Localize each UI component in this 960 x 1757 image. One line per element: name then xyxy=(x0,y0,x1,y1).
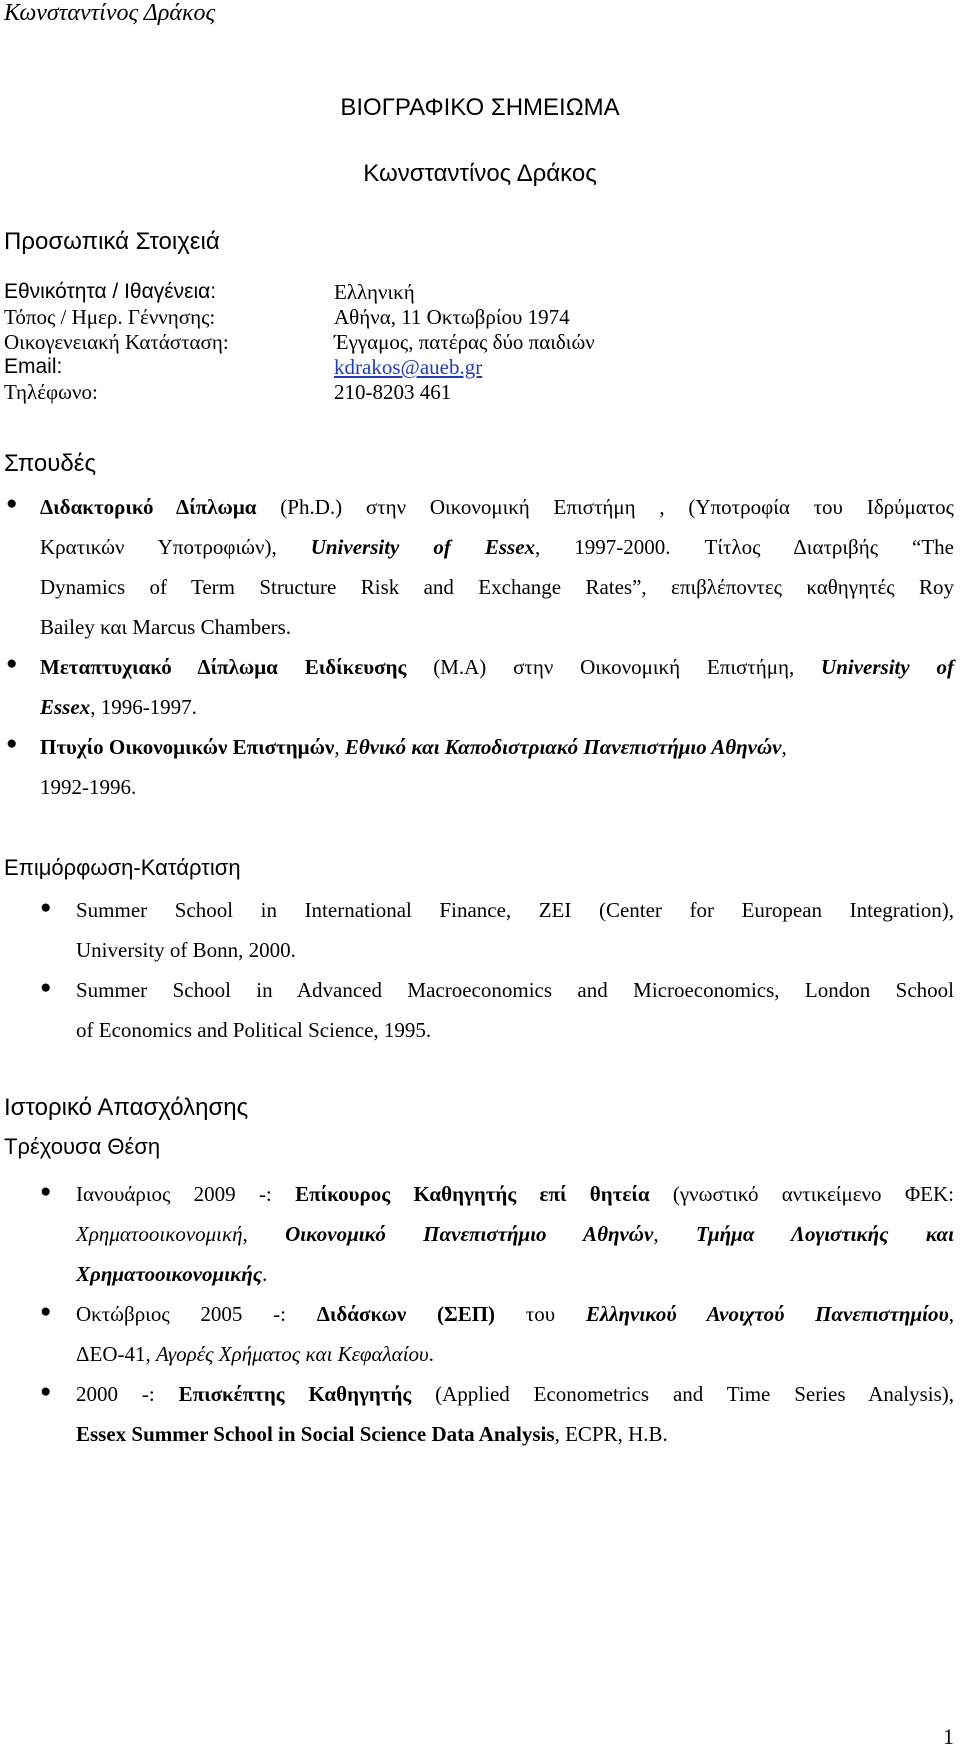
nationality-value: Ελληνική xyxy=(334,280,415,304)
study-item-masters: Μεταπτυχιακό Δίπλωμα Ειδίκευσης (M.A) στην Οικονομική Επιστήμη, University of Essex, 1996-1997. xyxy=(40,655,954,719)
email-label: Email: xyxy=(4,355,63,378)
page-number: 1 xyxy=(943,1724,954,1749)
subheading-current-position: Τρέχουσα Θέση xyxy=(4,1134,161,1159)
institution-name: Essex Summer School in Social Science Data Analysis xyxy=(76,1422,555,1446)
marital-status-label: Οικογενειακή Κατάσταση: xyxy=(4,330,229,354)
document-title: ΒΙΟΓΡΑΦΙΚΟ ΣΗΜΕΙΩΜΑ xyxy=(340,94,620,121)
birth-value: Αθήνα, 11 Οκτωβρίου 1974 xyxy=(334,305,570,329)
training-item: Summer School in Advanced Macroeconomics and Microeconomics, London School of Economics and Political Science, 1995. xyxy=(76,978,954,1042)
section-heading-employment: Ιστορικό Απασχόλησης xyxy=(4,1094,249,1121)
phone-value: 210-8203 461 xyxy=(334,380,452,404)
employment-item: 2000 -: Επισκέπτης Καθηγητής (Applied Econometrics and Time Series Analysis), Essex Summer School in Social Science Data Analysis, ECPR, H.B. xyxy=(76,1382,954,1446)
bullet-icon: ● xyxy=(40,977,52,998)
employment-item: Ιανουάριος 2009 -: Επίκουρος Καθηγητής επί θητεία (γνωστικό αντικείμενο ΦΕΚ: Χρηματοοικονομική, Οικονομικό Πανεπιστήμιο Αθηνών, Τμήμα Λογιστικής και Χρηματοοικονομικής. xyxy=(76,1182,955,1286)
bullet-icon: ● xyxy=(40,1381,52,1402)
position-title: Επισκέπτης Καθηγητής xyxy=(178,1382,412,1406)
bullet-icon: ● xyxy=(6,733,18,754)
study-item-bachelor: Πτυχίο Οικονομικών Επιστημών, Εθνικό και Καποδιστριακό Πανεπιστήμιο Αθηνών, 1992-1996. xyxy=(40,735,787,799)
nationality-label: Εθνικότητα / Ιθαγένεια: xyxy=(4,280,217,303)
institution-name: Ελληνικού Ανοιχτού Πανεπιστημίου xyxy=(585,1302,949,1326)
author-name: Κωνσταντίνος Δράκος xyxy=(363,160,597,187)
bullet-icon: ● xyxy=(40,1301,52,1322)
university-name: University of xyxy=(821,655,954,679)
running-header-name: Κωνσταντίνος Δράκος xyxy=(4,0,216,26)
section-heading-training: Επιμόρφωση-Κατάρτιση xyxy=(4,855,241,880)
marital-status-value: Έγγαμος, πατέρας δύο παιδιών xyxy=(334,330,595,354)
university-name: University of Essex xyxy=(310,535,536,559)
university-name: Εθνικό και Καποδιστριακό Πανεπιστήμιο Αθηνών xyxy=(344,735,782,759)
position-title: Διδάσκων (ΣΕΠ) xyxy=(316,1302,496,1326)
bullet-icon: ● xyxy=(6,653,18,674)
degree-title: Διδακτορικό Δίπλωμα xyxy=(40,495,257,519)
section-heading-personal: Προσωπικά Στοιχειά xyxy=(4,228,220,255)
study-item-phd: Διδακτορικό Δίπλωμα (Ph.D.) στην Οικονομική Επιστήμη , (Υποτροφία του Ιδρύματος Κρατικών Υποτροφιών), University of Essex, 1997-2000. Τίτλος Διατριβής “The Dynamics of Term Structure Risk and Exchange Rates”, επιβλέποντες καθηγητές Roy Bailey και Marcus Chambers. xyxy=(40,495,954,639)
institution-name: Οικονομικό Πανεπιστήμιο Αθηνών xyxy=(285,1222,654,1246)
birth-label: Τόπος / Ημερ. Γέννησης: xyxy=(4,305,216,329)
training-item: Summer School in International Finance, ZEI (Center for European Integration), University of Bonn, 2000. xyxy=(76,898,954,962)
phone-label: Τηλέφωνο: xyxy=(4,380,98,404)
position-title: Επίκουρος Καθηγητής επί θητεία xyxy=(295,1182,650,1206)
bullet-icon: ● xyxy=(40,897,52,918)
bullet-icon: ● xyxy=(40,1181,52,1202)
email-link[interactable]: kdrakos@aueb.gr xyxy=(334,355,483,379)
employment-item: Οκτώβριος 2005 -: Διδάσκων (ΣΕΠ) του Ελληνικού Ανοιχτού Πανεπιστημίου, ΔΕΟ-41, Αγορές Χρήματος και Κεφαλαίου. xyxy=(76,1302,954,1366)
degree-title: Μεταπτυχιακό Δίπλωμα Ειδίκευσης xyxy=(40,655,407,679)
degree-title: Πτυχίο Οικονομικών Επιστημών xyxy=(40,735,335,759)
bullet-icon: ● xyxy=(6,493,18,514)
section-heading-studies: Σπουδές xyxy=(4,450,97,477)
